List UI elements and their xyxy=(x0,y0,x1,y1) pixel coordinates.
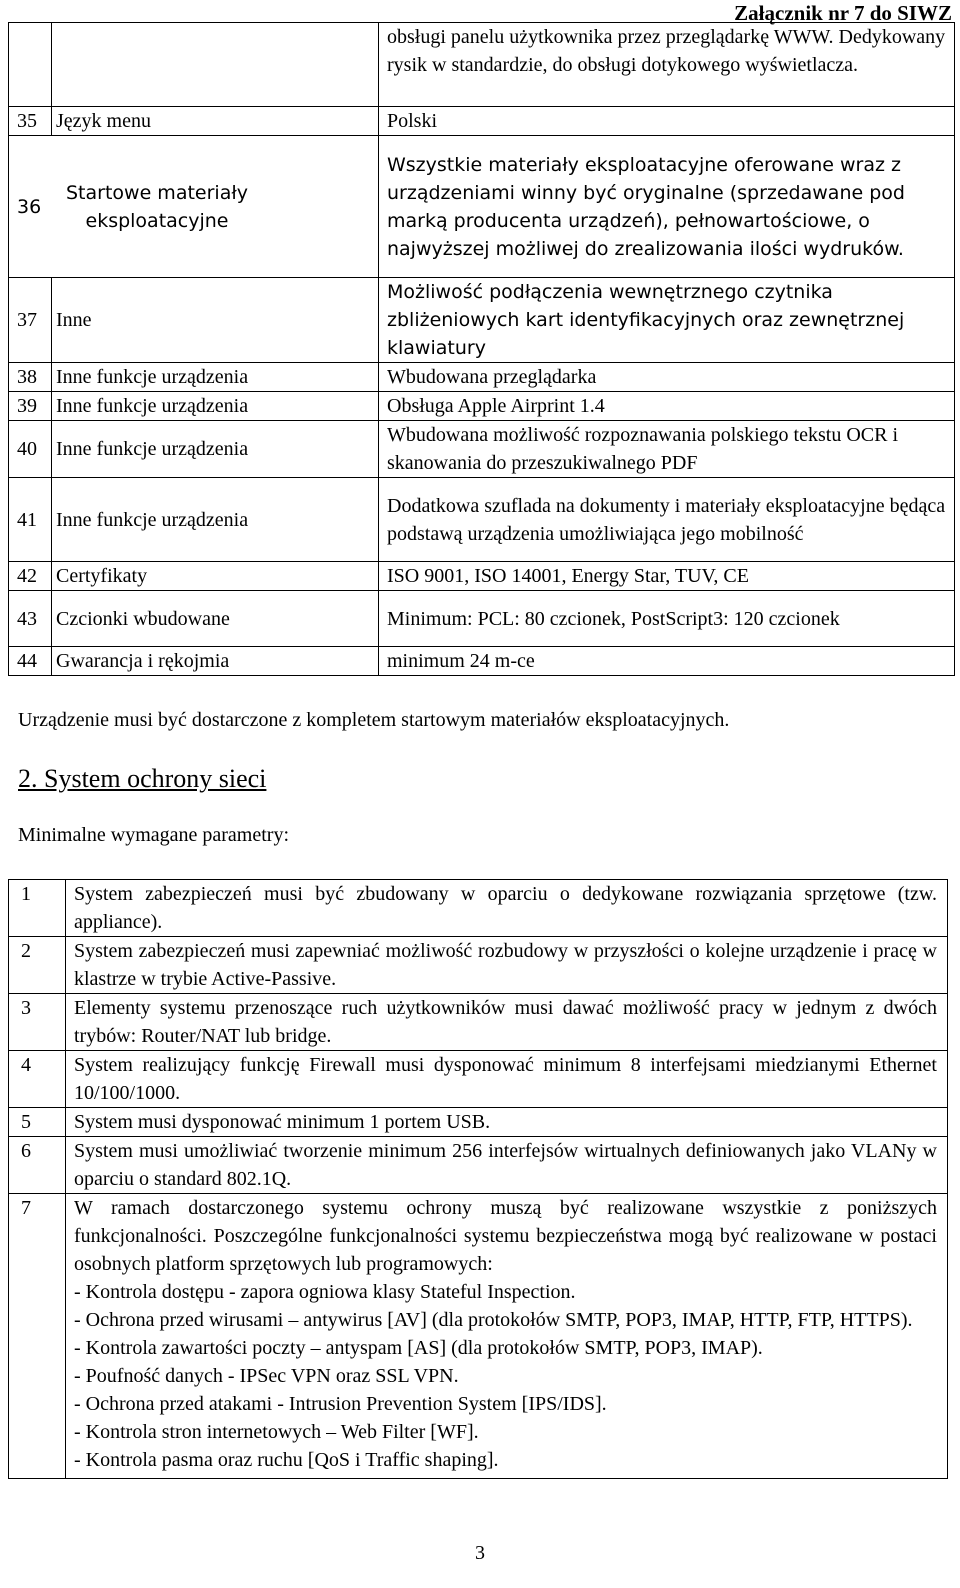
row-value: minimum 24 m-ce xyxy=(379,647,955,676)
req-number: 2 xyxy=(9,937,66,994)
row-name: Inne funkcje urządzenia xyxy=(52,392,379,421)
page-number: 3 xyxy=(475,1542,485,1564)
row-name: Gwarancja i rękojmia xyxy=(52,647,379,676)
row-name: Inne funkcje urządzenia xyxy=(52,363,379,392)
req-text: System zabezpieczeń musi być zbudowany w oparciu o dedykowane rozwiązania sprzętowe (tzw. appliance). xyxy=(66,880,948,937)
row-number: 40 xyxy=(9,421,52,478)
table-row xyxy=(9,1137,948,1194)
table-row xyxy=(9,591,955,647)
row-value: Wbudowana przeglądarka xyxy=(379,363,955,392)
table-row xyxy=(9,880,948,937)
req-text: W ramach dostarczonego systemu ochrony muszą być realizowane wszystkie z poniższych funkcjonalności. Poszczególne funkcjonalności systemu bezpieczeństwa mogą być realizowane w postaci osobnych platform sprzętowych lub programowych: xyxy=(74,1197,937,1275)
row-value: obsługi panelu użytkownika przez przeglądarkę WWW. Dedykowany rysik w standardzie, do obsługi dotykowego wyświetlacza. xyxy=(379,23,955,107)
req-number: 1 xyxy=(9,880,66,937)
row-name: Inne funkcje urządzenia xyxy=(52,421,379,478)
min-params-label: Minimalne wymagane parametry: xyxy=(18,824,290,846)
row-value: Minimum: PCL: 80 czcionek, PostScript3: 120 czcionek xyxy=(379,591,955,647)
req-list-item: - Kontrola stron internetowych – Web Filter [WF]. xyxy=(74,1421,479,1443)
row-value: Obsługa Apple Airprint 1.4 xyxy=(379,392,955,421)
row-number: 37 xyxy=(9,278,52,363)
req-list-item: - Ochrona przed wirusami – antywirus [AV] (dla protokołów SMTP, POP3, IMAP, HTTP, FTP, HTTPS). xyxy=(74,1309,913,1331)
row-name: Certyfikaty xyxy=(52,562,379,591)
row-number: 43 xyxy=(9,591,52,647)
row-value: Wbudowana możliwość rozpoznawania polskiego tekstu OCR i skanowania do przeszukiwalnego PDF xyxy=(379,421,955,478)
row-value: Wszystkie materiały eksploatacyjne oferowane wraz z urządzeniami winny być oryginalne (sprzedawane pod marką producenta urządzeń), pełnowartościowe, o najwyższej możliwej do zrealizowania ilości wydruków. xyxy=(379,136,955,278)
req-text-cell xyxy=(66,1194,948,1479)
table-row xyxy=(9,363,955,392)
row-number: 35 xyxy=(9,107,52,136)
delivery-note: Urządzenie musi być dostarczone z kompletem startowym materiałów eksploatacyjnych. xyxy=(18,709,730,731)
section-heading: 2. System ochrony sieci xyxy=(18,764,267,793)
row-value: Możliwość podłączenia wewnętrznego czytnika zbliżeniowych kart identyfikacyjnych oraz zewnętrznej klawiatury xyxy=(379,278,955,363)
row-number: 42 xyxy=(9,562,52,591)
requirements-table xyxy=(8,879,948,1479)
table-row xyxy=(9,107,955,136)
row-number: 36 xyxy=(17,195,42,218)
req-list-item: - Kontrola zawartości poczty – antyspam [AS] (dla protokołów SMTP, POP3, IMAP). xyxy=(74,1337,763,1359)
req-list-item: - Poufność danych - IPSec VPN oraz SSL VPN. xyxy=(74,1365,459,1387)
spec-table xyxy=(8,22,955,676)
table-row xyxy=(9,1051,948,1108)
req-number: 5 xyxy=(9,1108,66,1137)
table-row xyxy=(9,392,955,421)
row-number xyxy=(9,23,52,107)
req-list-item: - Kontrola dostępu - zapora ogniowa klasy Stateful Inspection. xyxy=(74,1281,576,1303)
req-number: 4 xyxy=(9,1051,66,1108)
table-row xyxy=(9,136,955,278)
row-number: 41 xyxy=(9,478,52,562)
row-number: 39 xyxy=(9,392,52,421)
table-row xyxy=(9,647,955,676)
row-name: Startowe materiały eksploatacyjne xyxy=(66,181,248,232)
req-text: System zabezpieczeń musi zapewniać możliwość rozbudowy w przyszłości o kolejne urządzenie i pracę w klastrze w trybie Active-Passive. xyxy=(66,937,948,994)
table-row xyxy=(9,1194,948,1479)
annex-header: Załącznik nr 7 do SIWZ xyxy=(734,1,952,25)
table-row xyxy=(9,1108,948,1137)
row-name: Inne xyxy=(52,278,379,363)
table-row xyxy=(9,937,948,994)
req-text: System musi umożliwiać tworzenie minimum 256 interfejsów wirtualnych definiowanych jako VLANy w oparciu o standard 802.1Q. xyxy=(66,1137,948,1194)
row-value: Polski xyxy=(379,107,955,136)
table-row xyxy=(9,421,955,478)
req-list-item: - Ochrona przed atakami - Intrusion Prevention System [IPS/IDS]. xyxy=(74,1393,607,1415)
row-number-name-cell xyxy=(9,136,379,278)
table-row xyxy=(9,278,955,363)
req-text: System realizujący funkcję Firewall musi dysponować minimum 8 interfejsami miedzianymi Ethernet 10/100/1000. xyxy=(66,1051,948,1108)
req-number: 6 xyxy=(9,1137,66,1194)
row-value: ISO 9001, ISO 14001, Energy Star, TUV, CE xyxy=(379,562,955,591)
row-number: 44 xyxy=(9,647,52,676)
table-row xyxy=(9,478,955,562)
req-text: System musi dysponować minimum 1 portem USB. xyxy=(66,1108,948,1137)
table-row xyxy=(9,994,948,1051)
row-name: Inne funkcje urządzenia xyxy=(52,478,379,562)
table-row xyxy=(9,562,955,591)
row-name xyxy=(52,23,379,107)
req-number: 7 xyxy=(9,1194,66,1479)
req-number: 3 xyxy=(9,994,66,1051)
req-text: Elementy systemu przenoszące ruch użytkowników musi dawać możliwość pracy w jednym z dwóch trybów: Router/NAT lub bridge. xyxy=(66,994,948,1051)
req-list-item: - Kontrola pasma oraz ruchu [QoS i Traffic shaping]. xyxy=(74,1449,499,1471)
row-name: Czcionki wbudowane xyxy=(52,591,379,647)
row-name: Język menu xyxy=(52,107,379,136)
table-row xyxy=(9,23,955,107)
row-number: 38 xyxy=(9,363,52,392)
row-value: Dodatkowa szuflada na dokumenty i materiały eksploatacyjne będąca podstawą urządzenia umożliwiająca jego mobilność xyxy=(379,478,955,562)
